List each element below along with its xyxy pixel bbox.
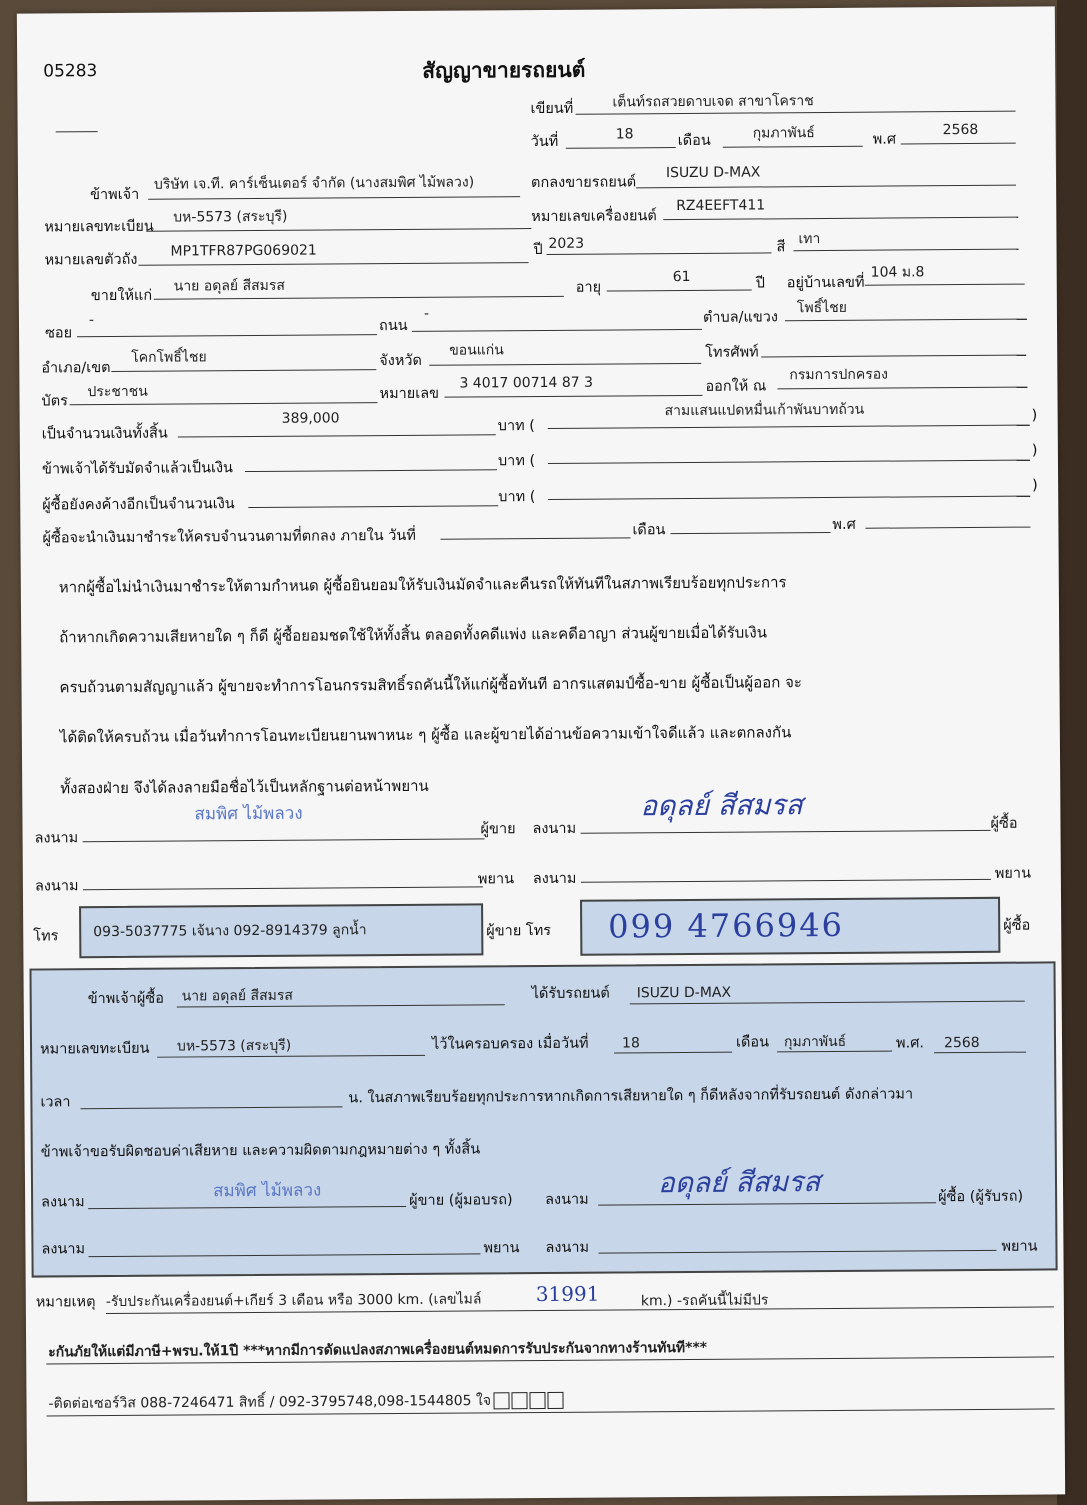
witness-label: พยาน [477, 871, 515, 888]
chassis-label: หมายเลขตัวถัง [44, 251, 138, 269]
house-value: 104 ม.8 [870, 264, 925, 281]
receipt-month-value: กุมภาพันธ์ [783, 1033, 847, 1051]
paren-close: ) [1031, 442, 1038, 459]
receipt-model-value: ISUZU D-MAX [636, 984, 732, 1002]
line [111, 369, 376, 372]
baht-label: บาท ( [497, 418, 535, 435]
line [139, 262, 529, 266]
line [248, 505, 498, 508]
pay-year-label: พ.ศ [832, 516, 856, 533]
total-value: 389,000 [281, 410, 340, 427]
card-label: บัตร [41, 393, 69, 410]
age-unit: ปี [755, 275, 765, 292]
card-value: ประชาชน [87, 383, 148, 401]
receipt-liability: ข้าพเจ้าขอรับผิดชอบค่าเสียหาย และความผิดตามกฎหมายต่าง ๆ ทั้งสิ้น [40, 1141, 481, 1161]
model-value: ISUZU D-MAX [665, 164, 761, 182]
line [723, 146, 863, 148]
receipt-year-label: พ.ศ. [895, 1035, 925, 1052]
line [934, 1052, 1026, 1054]
seller-role: ผู้ขาย [480, 821, 516, 838]
line [636, 185, 1016, 189]
mileage-value: 31991 [535, 1281, 600, 1307]
date-day: 18 [615, 126, 634, 143]
line [581, 830, 991, 834]
remarks-line1b: km.) -รถคันนี้ไม่มีปร [640, 1292, 769, 1310]
line [663, 217, 1018, 220]
remarks-line1a: -รับประกันเครื่องยนต์+เกียร์ 3 เดือน หรือ 3000 km. (เลขไมล์ [105, 1291, 482, 1311]
line [548, 425, 1030, 429]
checkbox[interactable] [529, 1392, 545, 1409]
receipt-reg-label: หมายเลขทะเบียน [39, 1040, 150, 1058]
receipt-reg-value: บห-5573 (สระบุรี) [176, 1037, 292, 1055]
month-label: เดือน [677, 132, 711, 150]
sell-to-label: ขายให้แก่ [90, 287, 153, 305]
checkbox[interactable] [493, 1392, 509, 1409]
line [761, 355, 1026, 358]
buyer-name-value: นาย อดุลย์ สีสมรส [173, 277, 285, 295]
line [598, 1250, 996, 1254]
receipt-buyer-value: นาย อดุลย์ สีสมรส [181, 987, 293, 1005]
contract-paper [17, 6, 1065, 1501]
sign-label: ลงนาม [545, 1239, 590, 1256]
remarks-label: หมายเหตุ [35, 1294, 96, 1311]
line [581, 879, 991, 883]
receipt-year-value: 2568 [943, 1034, 980, 1052]
line [670, 532, 830, 534]
buyer-phone-box [580, 897, 1000, 956]
house-label: อยู่บ้านเลขที่ [786, 274, 865, 292]
line [548, 496, 1030, 500]
month-value: กุมภาพันธ์ [752, 125, 815, 142]
witness-label: พยาน [1001, 1238, 1038, 1255]
tambon-value: โพธิ์ไชย [796, 299, 847, 317]
short-mark [56, 131, 98, 132]
buyer-phone-value: 099 4766946 [608, 905, 845, 946]
issued-value: กรมการปกครอง [789, 366, 888, 384]
page-title: สัญญาขายรถยนต์ [422, 57, 586, 83]
sign-label: ลงนาม [34, 878, 79, 895]
seller-phone-box [79, 903, 483, 958]
color-label: สี [776, 239, 786, 256]
buyer-role: ผู้ซื้อ [1003, 917, 1031, 934]
line [154, 296, 564, 300]
line [598, 1202, 936, 1205]
sign-label: ลงนาม [545, 1191, 589, 1208]
seller-label: ข้าพเจ้า [90, 186, 140, 204]
road-label: ถนน [378, 317, 408, 335]
line [146, 228, 531, 232]
phone-label: โทรศัพท์ [705, 344, 759, 361]
pay-month-label: เดือน [632, 522, 666, 539]
line [77, 334, 377, 337]
car-year-label: ปี [533, 241, 543, 259]
receipt-buyer-label: ข้าพเจ้าผู้ซื้อ [87, 990, 165, 1008]
paragraph-line: หากผู้ซื้อไม่นำเงินมาชำระให้ตามกำหนด ผู้ซื้อยินยอมให้รับเงินมัดจำและคืนรถให้ทันทีในสภาพเรียบร้อยทุกประการ [58, 573, 787, 597]
receipt-day-value: 18 [621, 1035, 640, 1052]
remarks-line2: ะกันภัยให้แต่มีภาษี+พรบ.ให้1ปี ***หากมีการดัดแปลงสภาพเครื่องยนต์หมดการรับประกันจากทางร้านทันที*** [48, 1339, 708, 1361]
doc-number: 05283 [43, 61, 98, 82]
baht-label: บาท ( [498, 489, 536, 506]
road-value: - [423, 305, 430, 322]
paren-close: ) [1031, 407, 1038, 424]
sign-label: ลงนาม [532, 870, 577, 888]
car-year-value: 2023 [548, 235, 585, 252]
year-value: 2568 [942, 121, 979, 139]
line [607, 290, 752, 292]
seller-phone-role: ผู้ขาย โทร [486, 922, 552, 940]
remarks-line3-text: -ติดต่อเซอร์วิส 088-7246471 สิทธิ์ / 092-3795748,098-1544805 ใจ [48, 1392, 492, 1412]
age-value: 61 [672, 268, 691, 286]
line [83, 886, 483, 890]
baht-label: บาท ( [497, 453, 536, 470]
line [865, 527, 1030, 529]
sign-label: ลงนาม [41, 1194, 85, 1211]
sign-label: ลงนาม [34, 830, 79, 847]
receipt-time-label: เวลา [40, 1094, 71, 1111]
paren-close: ) [1032, 477, 1038, 494]
receipt-time-text: น. ในสภาพเรียบร้อยทุกประการหากเกิดการเสียหายใด ๆ ก็ดีหลังจากที่รับรถยนต์ ดังกล่าวมา [348, 1086, 914, 1107]
reg-label: หมายเลขทะเบียน [44, 218, 154, 236]
receipt-box [29, 961, 1057, 1277]
line [148, 196, 520, 200]
line [80, 1106, 342, 1109]
line [576, 111, 1016, 115]
line [412, 329, 702, 332]
reg-value: บห-5573 (สระบุรี) [173, 208, 288, 226]
age-label: อายุ [575, 279, 602, 296]
number-label: หมายเลข [379, 385, 440, 403]
chassis-value: MP1TFR87PG069021 [170, 242, 317, 260]
amphoe-value: โคกโพธิ์ไชย [131, 349, 207, 366]
sign-label: ลงนาม [532, 820, 577, 838]
province-value: ขอนแก่น [449, 342, 504, 359]
engine-label: หมายเลขเครื่องยนต์ [531, 208, 657, 226]
receipt-buyer-signature: อดุลย์ สีสมรส [657, 1165, 821, 1200]
witness-label: พยาน [994, 865, 1032, 882]
total-text-value: สามแสนแปดหมื่นเก้าพันบาทถ้วน [664, 401, 865, 420]
line [178, 434, 496, 437]
tambon-label: ตำบล/แขวง [702, 309, 779, 326]
written-at-label: เขียนที่ [530, 100, 574, 118]
deposit-label: ข้าพเจ้าได้รับมัดจำแล้วเป็นเงิน [41, 460, 233, 478]
amphoe-label: อำเภอ/เขต [41, 359, 111, 377]
seller-phone-value: 093-5037775 เจ้นาง 092-8914379 ลูกน้ำ [93, 922, 367, 941]
remarks-line3 [48, 1392, 563, 1413]
pay-label: ผู้ซื้อจะนำเงินมาชำระให้ครบจำนวนตามที่ตกลง ภายใน วันที่ [42, 527, 416, 547]
line [245, 469, 497, 472]
line [777, 387, 1027, 390]
line [901, 143, 1016, 145]
buyer-role: ผู้ซื้อ [990, 815, 1018, 832]
soi-value: - [88, 312, 95, 329]
remain-label: ผู้ซื้อยังคงค้างอีกเป็นจำนวนเงิน [42, 496, 235, 514]
line [630, 1001, 1025, 1005]
line [83, 838, 485, 842]
phone-label: โทร [33, 928, 59, 945]
engine-value: RZ4EEFT411 [676, 197, 766, 215]
number-value: 3 4017 00714 87 3 [459, 374, 594, 392]
line [70, 402, 378, 405]
checkbox[interactable] [511, 1392, 527, 1409]
receipt-seller-role: ผู้ขาย (ผู้มอบรถ) [409, 1192, 513, 1209]
date-label: วันที่ [530, 133, 559, 151]
receipt-possess-label: ไว้ในครอบครอง เมื่อวันที่ [431, 1035, 589, 1053]
written-at-value: เต็นท์รถสวยดาบเจด สาขาโคราช [612, 93, 814, 111]
seller-value: บริษัท เจ.ที. คาร์เซ็นเตอร์ จำกัด (นางสมพิศ ไม้พลวง) [153, 174, 475, 193]
line [777, 1051, 892, 1053]
line [793, 249, 1018, 252]
paragraph-line: ครบถ้วนตามสัญญาแล้ว ผู้ขายจะทำการโอนกรรมสิทธิ์รถคันนี้ให้แก่ผู้ซื้อทันที อากรแสตมป์ซื้อ-ขาย ผู้ซื้อเป็นผู้ออก จะ [59, 673, 802, 697]
paragraph-line: ถ้าหากเกิดความเสียหายใด ๆ ก็ดี ผู้ซื้อยอมชดใช้ให้ทั้งสิ้น ตลอดทั้งคดีแพ่ง และคดีอาญา ส่วนผู้ขายเมื่อได้รับเงิน [59, 623, 768, 647]
province-label: จังหวัด [379, 352, 423, 370]
witness-label: พยาน [483, 1240, 520, 1257]
line [177, 1004, 505, 1007]
paragraph-line: ได้ติดให้ครบถ้วน เมื่อวันทำการโอนทะเบียนยานพาหนะ ๆ ผู้ซื้อ และผู้ขายได้อ่านข้อความเข้าใจดีแล้ว และตกลงกัน [59, 723, 792, 747]
seller-stamp: สมพิศ ไม้พลวง [194, 803, 303, 825]
checkbox[interactable] [547, 1392, 563, 1409]
year-label: พ.ศ [872, 131, 897, 148]
line [865, 284, 1025, 286]
receipt-buyer-role: ผู้ซื้อ (ผู้รับรถ) [938, 1188, 1024, 1206]
color-value: เทา [798, 231, 821, 248]
line [88, 1206, 406, 1209]
line [440, 537, 630, 539]
receipt-seller-stamp: สมพิศ ไม้พลวง [212, 1180, 322, 1202]
soi-label: ซอย [44, 325, 73, 342]
line [429, 363, 701, 366]
line [785, 319, 1027, 322]
receipt-month-label: เดือน [735, 1034, 770, 1051]
line [157, 1055, 425, 1058]
agree-label: ตกลงขายรถยนต์ [530, 174, 637, 192]
total-label: เป็นจำนวนเงินทั้งสิ้น [41, 425, 168, 443]
buyer-signature: อดุลย์ สีสมรส [640, 788, 803, 823]
receipt-got-label: ได้รับรถยนต์ [531, 985, 610, 1003]
issued-label: ออกให้ ณ [705, 378, 767, 395]
line [547, 252, 772, 255]
line [445, 395, 703, 398]
line [566, 147, 676, 149]
paragraph-line: ทั้งสองฝ่าย จึงได้ลงลายมือชื่อไว้เป็นหลักฐานต่อหน้าพยาน [60, 776, 429, 798]
line [88, 1253, 480, 1257]
line [614, 1052, 732, 1054]
line [548, 460, 1030, 464]
sign-label: ลงนาม [41, 1241, 86, 1258]
